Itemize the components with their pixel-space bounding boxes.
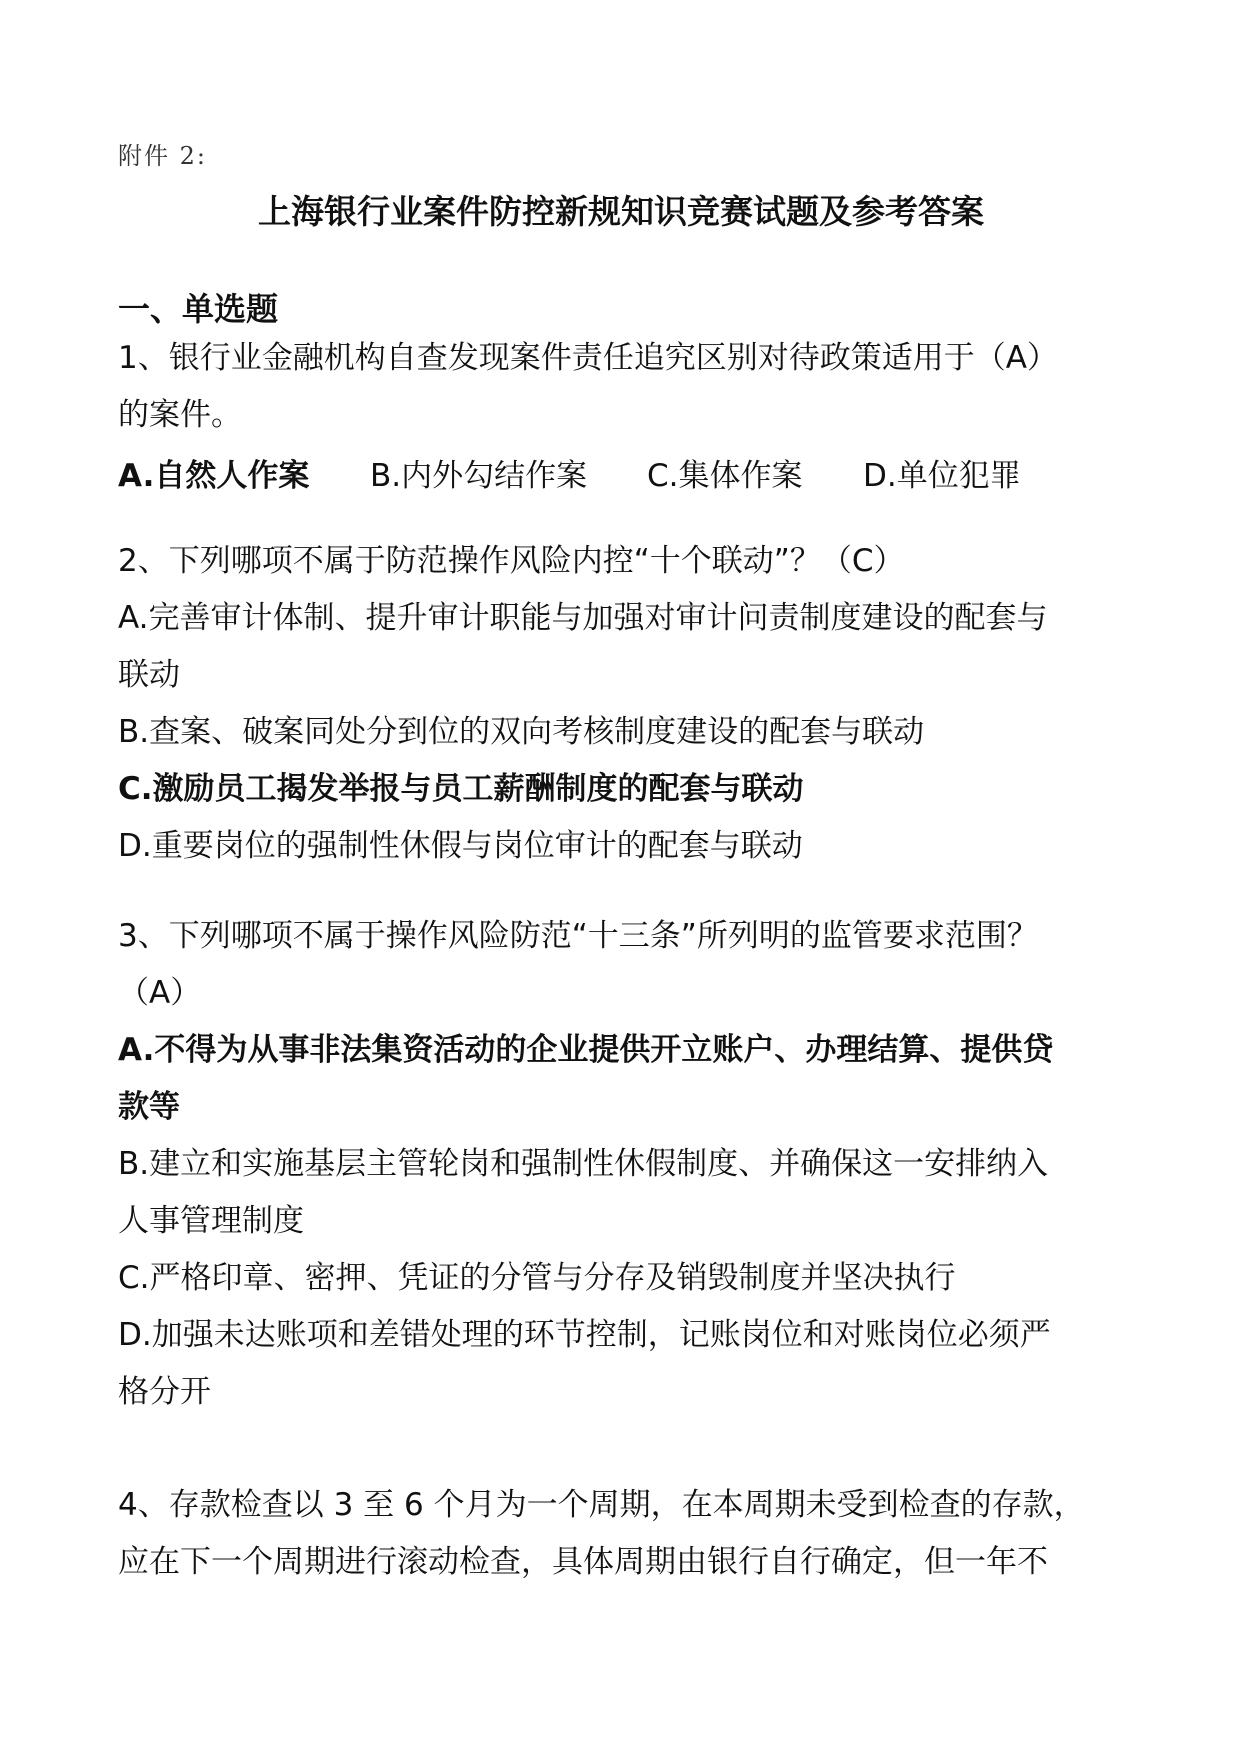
section-title: 一、单选题 [118,290,279,328]
question-3-option-d-line-2: 格分开 [118,1374,211,1410]
question-3-option-a-line-2: 款等 [118,1089,180,1125]
question-2-option-c: C.激励员工揭发举报与员工薪酬制度的配套与联动 [118,771,804,807]
question-4-stem-line-2: 应在下一个周期进行滚动检查，具体周期由银行自行确定，但一年不 [118,1544,1048,1580]
question-2-stem-line-1: 2、下列哪项不属于防范操作风险内控“十个联动”？（C） [118,543,905,579]
question-1 [118,330,1128,505]
question-3-option-d-line-1: D.加强未达账项和差错处理的环节控制，记账岗位和对账岗位必须严 [118,1317,1051,1353]
question-1-stem-line-1: 1、银行业金融机构自查发现案件责任追究区别对待政策适用于（A） [118,340,1058,376]
question-3-option-b-line-2: 人事管理制度 [118,1203,304,1239]
question-1-option-d: D.单位犯罪 [863,458,1021,494]
question-1-options [118,448,1128,505]
question-3-stem-line-1: 3、下列哪项不属于操作风险防范“十三条”所列明的监管要求范围？ [118,918,1038,954]
attachment-label: 附件 2: [118,142,207,170]
question-3-option-c: C.严格印章、密押、凭证的分管与分存及销毁制度并坚决执行 [118,1260,956,1296]
question-3-option-a-line-1: A.不得为从事非法集资活动的企业提供开立账户、办理结算、提供贷 [118,1032,1054,1068]
document-title: 上海银行业案件防控新规知识竞赛试题及参考答案 [258,192,984,231]
question-1-stem-line-2: 的案件。 [118,397,242,433]
question-3 [118,908,1128,1421]
question-2-option-a-line-1: A.完善审计体制、提升审计职能与加强对审计问责制度建设的配套与 [118,600,1048,636]
question-3-stem-line-2: （A） [118,975,202,1011]
question-2 [118,533,1128,875]
question-1-option-b: B.内外勾结作案 [370,458,588,494]
question-2-option-b: B.查案、破案同处分到位的双向考核制度建设的配套与联动 [118,714,925,750]
question-4 [118,1477,1128,1591]
question-2-option-a-line-2: 联动 [118,657,180,693]
question-1-option-a: A.自然人作案 [118,458,310,494]
question-1-option-c: C.集体作案 [647,458,803,494]
question-4-stem-line-1: 4、存款检查以 3 至 6 个月为一个周期，在本周期未受到检查的存款， [118,1487,1085,1523]
question-2-option-d: D.重要岗位的强制性休假与岗位审计的配套与联动 [118,828,803,864]
question-3-option-b-line-1: B.建立和实施基层主管轮岗和强制性休假制度、并确保这一安排纳入 [118,1146,1049,1182]
